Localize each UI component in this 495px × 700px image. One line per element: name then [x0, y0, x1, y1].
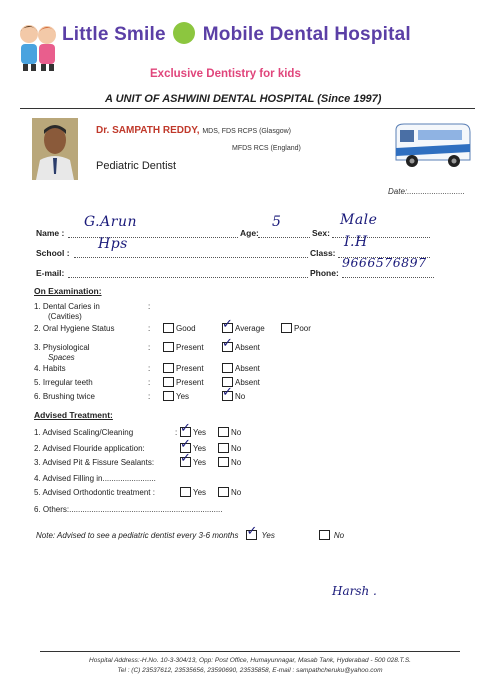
list-item	[0, 437, 495, 458]
option-no[interactable]	[218, 487, 241, 497]
option-label: Good	[176, 323, 196, 333]
item-label: 6. Brushing twice	[34, 392, 95, 401]
item-label: 6. Others:.....................................................................	[34, 505, 223, 514]
option-absent[interactable]	[222, 336, 260, 352]
list-item	[0, 336, 495, 362]
doctor-name-text: Dr. SAMPATH REDDY,	[96, 125, 200, 136]
option-label: No	[231, 443, 242, 453]
sex-label: Sex:	[312, 228, 330, 238]
footer-address: Hospital Address:-H.No. 10-3-304/13, Opp: Post Office, Humayunnagar, Masab Tank, Hyderabad - 500 028.T.S.	[89, 657, 411, 664]
option-label: No	[231, 427, 242, 437]
title-part2: Mobile Dental Hospital	[202, 24, 411, 46]
mobile-bus-image	[392, 116, 474, 172]
checkbox[interactable]	[218, 443, 229, 453]
option-no[interactable]	[218, 427, 241, 437]
option-yes[interactable]	[163, 391, 189, 401]
checkbox[interactable]	[180, 487, 191, 497]
list-item	[0, 385, 495, 406]
doctor-degrees-line2: MFDS RCS (England)	[232, 145, 301, 152]
checkbox[interactable]	[163, 377, 174, 387]
date-field[interactable]: Date:..........................	[388, 187, 465, 196]
item-label: 5. Irregular teeth	[34, 378, 93, 387]
item-colon: :	[148, 324, 151, 333]
unit-line: A UNIT OF ASHWINI DENTAL HOSPITAL (Since 1997)	[105, 93, 382, 105]
option-no[interactable]	[218, 443, 241, 453]
option-yes[interactable]	[180, 451, 207, 467]
option-label: Absent	[235, 342, 260, 352]
followup-no-checkbox[interactable]	[319, 530, 330, 540]
option-good[interactable]	[163, 323, 196, 333]
option-label: Yes	[193, 457, 207, 467]
treatment-heading: Advised Treatment:	[34, 410, 113, 420]
option-present[interactable]	[163, 363, 204, 373]
phone-label: Phone:	[310, 268, 339, 278]
option-label: Present	[176, 342, 204, 352]
age-field-line	[258, 228, 310, 238]
footer-divider	[40, 651, 460, 652]
option-no[interactable]	[222, 385, 246, 401]
option-label: Poor	[294, 323, 311, 333]
item-label: 5. Advised Orthodontic treatment :	[34, 488, 155, 497]
checkbox[interactable]	[218, 427, 229, 437]
list-item	[0, 378, 495, 392]
item-colon: :	[148, 378, 151, 387]
item-colon: :	[148, 343, 151, 352]
item-label: 1. Dental Caries in	[34, 302, 100, 311]
item-label: 4. Habits	[34, 364, 66, 373]
signature: Harsh .	[332, 584, 377, 598]
checkbox[interactable]	[163, 342, 174, 352]
option-label: Absent	[235, 377, 260, 387]
item-colon: :	[175, 428, 178, 437]
option-present[interactable]	[163, 342, 204, 352]
option-absent[interactable]	[222, 363, 260, 373]
age-label: Age:	[240, 228, 259, 238]
item-label: 3. Physiological	[34, 343, 90, 352]
item-label: 2. Advised Flouride application:	[34, 444, 145, 453]
checkbox[interactable]	[222, 363, 233, 373]
option-average[interactable]	[222, 317, 265, 333]
footer-contact: Tel : (C) 23537612, 23535656, 23590690, 23535858, E-mail : sampathcheruku@yahoo.com	[117, 666, 383, 674]
option-label: Yes	[193, 443, 207, 453]
checkbox[interactable]	[218, 487, 229, 497]
item-colon: :	[148, 364, 151, 373]
check-mark-icon: ✓	[180, 421, 191, 436]
item-label: 1. Advised Scaling/Cleaning	[34, 428, 134, 437]
option-present[interactable]	[163, 377, 204, 387]
list-item	[0, 421, 495, 442]
item-colon: :	[148, 392, 151, 401]
list-item	[0, 488, 495, 502]
option-label: Present	[176, 363, 204, 373]
subtitle: Exclusive Dentistry for kids	[150, 68, 301, 80]
name-label: Name :	[36, 228, 65, 238]
check-mark-icon: ✓	[246, 524, 258, 539]
checkbox[interactable]	[180, 421, 191, 437]
school-value[interactable]: Hps	[98, 236, 128, 252]
list-item	[0, 302, 495, 321]
item-label: 3. Advised Pit & Fissure Sealants:	[34, 458, 155, 467]
sex-value[interactable]: Male	[340, 212, 378, 228]
check-mark-icon: ✓	[222, 317, 233, 332]
checkbox[interactable]	[222, 317, 233, 333]
footer	[30, 656, 470, 676]
email-label: E-mail:	[36, 268, 65, 278]
checkbox[interactable]	[281, 323, 292, 333]
check-mark-icon: ✓	[180, 451, 191, 466]
option-label: Yes	[176, 391, 190, 401]
doctor-photo	[32, 118, 78, 180]
followup-note-text: Note: Advised to see a pediatric dentist every 3-6 months	[36, 530, 239, 540]
option-label: No	[231, 487, 242, 497]
option-label: Absent	[235, 363, 260, 373]
class-value[interactable]: I.H	[344, 234, 368, 250]
email-field-line	[68, 268, 308, 278]
option-label: Average	[235, 323, 265, 333]
option-label: Yes	[193, 487, 207, 497]
item-label-line2: (Cavities)	[48, 312, 82, 321]
check-mark-icon: ✓	[222, 336, 233, 351]
doctor-degrees: MDS, FDS RCPS (Glasgow)	[202, 128, 291, 135]
school-label: School :	[36, 248, 70, 258]
check-mark-icon: ✓	[222, 385, 233, 400]
class-label: Class:	[310, 248, 336, 258]
followup-no-label: No	[333, 530, 345, 540]
item-label-line2: Spaces	[48, 353, 75, 362]
header-divider	[20, 108, 475, 109]
option-poor[interactable]	[281, 323, 311, 333]
option-label: No	[235, 391, 246, 401]
doctor-specialty: Pediatric Dentist	[96, 160, 177, 172]
option-no[interactable]	[218, 457, 241, 467]
list-item	[0, 474, 495, 488]
option-label: Present	[176, 377, 204, 387]
followup-yes-checkbox[interactable]	[246, 524, 258, 540]
checkbox[interactable]	[218, 457, 229, 467]
title-part1: Little Smile	[62, 24, 166, 46]
check-mark-icon: ✓	[180, 437, 191, 452]
item-colon: :	[148, 302, 151, 311]
item-label: 2. Oral Hygiene Status	[34, 324, 115, 333]
checkbox[interactable]	[163, 323, 174, 333]
checkbox[interactable]	[163, 391, 174, 401]
hospital-title	[62, 24, 482, 46]
option-yes[interactable]	[180, 421, 207, 437]
followup-yes-label: Yes	[261, 530, 275, 540]
checkbox[interactable]	[180, 451, 191, 467]
option-label: No	[231, 457, 242, 467]
list-item	[0, 451, 495, 472]
item-label: 4. Advised Filling in........................	[34, 474, 156, 483]
hospital-logo	[14, 20, 62, 72]
list-item	[0, 364, 495, 378]
list-item	[0, 505, 495, 519]
list-item	[0, 317, 495, 338]
checkbox[interactable]	[222, 385, 233, 401]
examination-heading: On Examination:	[34, 286, 102, 296]
age-value[interactable]: 5	[272, 214, 282, 230]
option-yes[interactable]	[180, 487, 206, 497]
tooth-icon	[173, 22, 195, 44]
checkbox[interactable]	[222, 336, 233, 352]
followup-note	[36, 524, 345, 540]
phone-value[interactable]: 9666576897	[342, 255, 427, 270]
option-label: Yes	[193, 427, 207, 437]
name-value[interactable]: G.Arun	[84, 214, 137, 230]
doctor-name	[96, 125, 291, 136]
checkbox[interactable]	[163, 363, 174, 373]
